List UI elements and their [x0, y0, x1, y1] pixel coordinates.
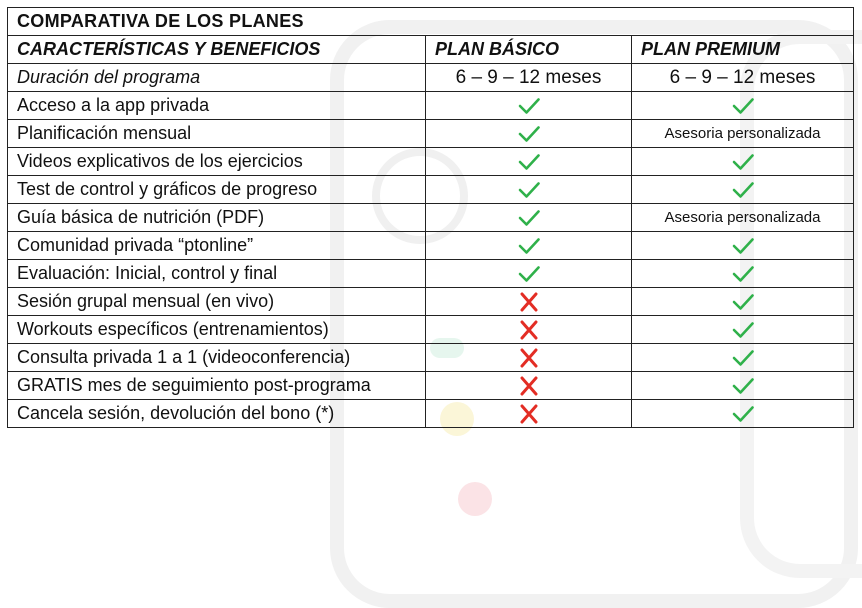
- table-row: [8, 316, 854, 344]
- background-watermark-dot: [458, 482, 492, 516]
- basic-plan-not-included: [426, 288, 632, 316]
- premium-plan-value: Asesoria personalizada: [632, 204, 854, 232]
- feature-label: Workouts específicos (entrenamientos): [8, 316, 426, 344]
- cross-icon: [517, 319, 541, 341]
- check-icon: [731, 375, 755, 397]
- header-premium-plan: PLAN PREMIUM: [632, 36, 854, 64]
- basic-plan-included: [426, 204, 632, 232]
- premium-plan-included: [632, 232, 854, 260]
- table-row: [8, 64, 854, 92]
- feature-label: GRATIS mes de seguimiento post-programa: [8, 372, 426, 400]
- feature-label: Sesión grupal mensual (en vivo): [8, 288, 426, 316]
- feature-label: Acceso a la app privada: [8, 92, 426, 120]
- premium-plan-included: [632, 92, 854, 120]
- basic-plan-included: [426, 176, 632, 204]
- table-row: [8, 232, 854, 260]
- premium-plan-included: [632, 148, 854, 176]
- feature-label: Guía básica de nutrición (PDF): [8, 204, 426, 232]
- table-row: [8, 204, 854, 232]
- table-row: [8, 92, 854, 120]
- basic-plan-not-included: [426, 372, 632, 400]
- basic-plan-value: 6 – 9 – 12 meses: [426, 64, 632, 92]
- premium-plan-included: [632, 400, 854, 428]
- title-row: [8, 8, 854, 36]
- cross-icon: [517, 347, 541, 369]
- header-features: CARACTERÍSTICAS Y BENEFICIOS: [8, 36, 426, 64]
- check-icon: [731, 263, 755, 285]
- premium-plan-included: [632, 176, 854, 204]
- table-title: COMPARATIVA DE LOS PLANES: [8, 8, 854, 36]
- check-icon: [731, 291, 755, 313]
- basic-plan-not-included: [426, 316, 632, 344]
- check-icon: [517, 123, 541, 145]
- table-row: [8, 148, 854, 176]
- premium-plan-value: Asesoria personalizada: [632, 120, 854, 148]
- basic-plan-not-included: [426, 344, 632, 372]
- table-row: [8, 344, 854, 372]
- feature-label: Evaluación: Inicial, control y final: [8, 260, 426, 288]
- check-icon: [517, 151, 541, 173]
- basic-plan-included: [426, 232, 632, 260]
- feature-label: Cancela sesión, devolución del bono (*): [8, 400, 426, 428]
- check-icon: [517, 207, 541, 229]
- check-icon: [731, 347, 755, 369]
- check-icon: [517, 235, 541, 257]
- table-row: [8, 120, 854, 148]
- basic-plan-not-included: [426, 400, 632, 428]
- plans-comparison-table: [7, 7, 854, 428]
- cross-icon: [517, 375, 541, 397]
- check-icon: [517, 263, 541, 285]
- check-icon: [731, 151, 755, 173]
- header-basic-plan: PLAN BÁSICO: [426, 36, 632, 64]
- check-icon: [731, 235, 755, 257]
- table-row: [8, 372, 854, 400]
- check-icon: [517, 179, 541, 201]
- check-icon: [731, 403, 755, 425]
- feature-label: Consulta privada 1 a 1 (videoconferencia): [8, 344, 426, 372]
- check-icon: [731, 179, 755, 201]
- check-icon: [731, 319, 755, 341]
- basic-plan-included: [426, 148, 632, 176]
- feature-label: Duración del programa: [8, 64, 426, 92]
- premium-plan-included: [632, 344, 854, 372]
- table-row: [8, 400, 854, 428]
- basic-plan-included: [426, 120, 632, 148]
- table-row: [8, 288, 854, 316]
- premium-plan-included: [632, 316, 854, 344]
- basic-plan-included: [426, 92, 632, 120]
- premium-plan-included: [632, 260, 854, 288]
- premium-plan-included: [632, 288, 854, 316]
- check-icon: [731, 95, 755, 117]
- check-icon: [517, 95, 541, 117]
- table-row: [8, 176, 854, 204]
- header-row: [8, 36, 854, 64]
- table-row: [8, 260, 854, 288]
- feature-label: Comunidad privada “ptonline”: [8, 232, 426, 260]
- premium-plan-included: [632, 372, 854, 400]
- premium-plan-value: 6 – 9 – 12 meses: [632, 64, 854, 92]
- feature-label: Test de control y gráficos de progreso: [8, 176, 426, 204]
- basic-plan-included: [426, 260, 632, 288]
- feature-label: Planificación mensual: [8, 120, 426, 148]
- feature-label: Videos explicativos de los ejercicios: [8, 148, 426, 176]
- cross-icon: [517, 291, 541, 313]
- cross-icon: [517, 403, 541, 425]
